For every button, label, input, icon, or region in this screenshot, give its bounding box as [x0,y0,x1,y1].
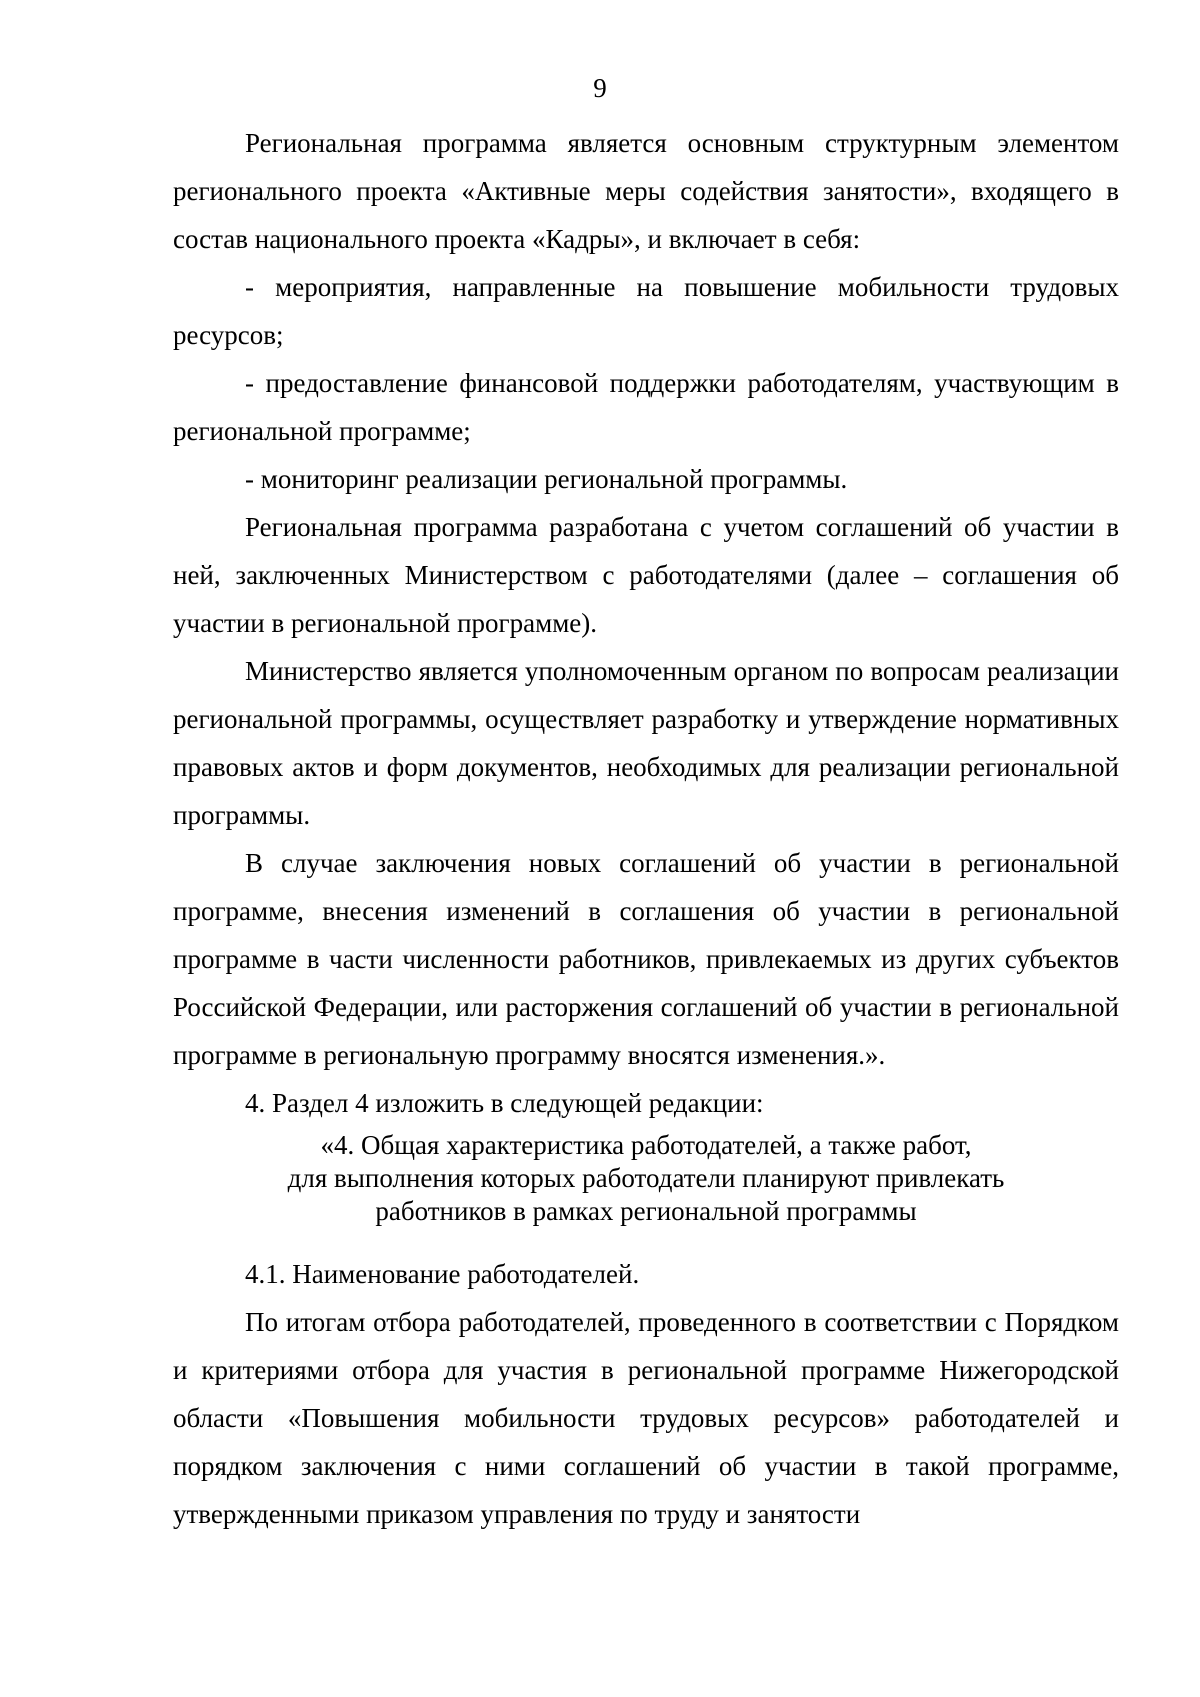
section-heading-line: работников в рамках региональной программы [375,1196,917,1226]
list-item-monitoring: - мониторинг реализации региональной программы. [245,464,848,494]
list-item-mobility-measures: - мероприятия, направленные на повышение мобильности трудовых ресурсов; [173,272,1119,350]
paragraph-section-amendment: 4. Раздел 4 изложить в следующей редакции: [245,1088,764,1118]
paragraph-agreement-changes: В случае заключения новых соглашений об участии в региональной программе, внесения изменений в соглашения об участии в региональной программе в части численности работников, привлекаемых из других субъектов Российской Федерации, или расторжения соглашений об участии в региональной программе в региональную программу вносятся изменения.». [173,848,1119,1070]
section-heading [173,1127,1119,1250]
page-number: 9 [593,73,607,103]
paragraph-selection-results: По итогам отбора работодателей, проведенного в соответствии с Порядком и критериями отбора для участия в региональной программе Нижегородской области «Повышения мобильности трудовых ресурсов» работодателей и порядком заключения с ними соглашений об участии в такой программе, утвержденными приказом управления по труду и занятости [173,1307,1119,1529]
paragraph-program-structure: Региональная программа является основным структурным элементом регионального проекта «Активные меры содействия занятости», входящего в состав национального проекта «Кадры», и включает в себя: [173,128,1119,254]
paragraph-employers-names: 4.1. Наименование работодателей. [245,1259,640,1289]
section-heading-line: «4. Общая характеристика работодателей, а также работ, [320,1130,972,1160]
document-body [173,119,1119,1538]
section-heading-line: для выполнения которых работодатели планируют привлекать [287,1163,1005,1193]
list-item-financial-support: - предоставление финансовой поддержки работодателям, участвующим в региональной программе; [173,368,1119,446]
paragraph-program-development: Региональная программа разработана с учетом соглашений об участии в ней, заключенных Министерством с работодателями (далее – соглашения об участии в региональной программе). [173,512,1119,638]
paragraph-ministry-authority: Министерство является уполномоченным органом по вопросам реализации региональной программы, осуществляет разработку и утверждение нормативных правовых актов и форм документов, необходимых для реализации региональной программы. [173,656,1119,830]
